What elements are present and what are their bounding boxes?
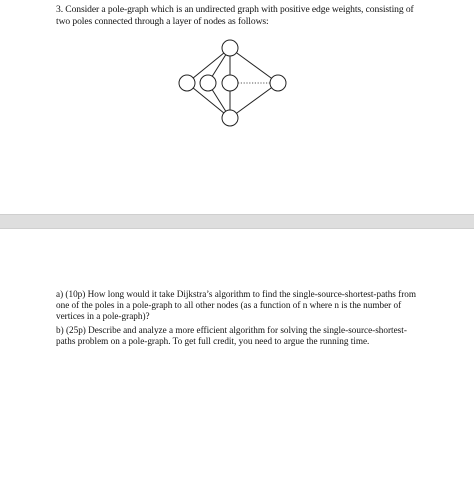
question-a-line-3: vertices in a pole-graph)? <box>56 311 150 322</box>
problem-statement <box>56 4 432 27</box>
question-a <box>56 289 436 323</box>
pole-node-bottom <box>222 110 238 126</box>
layer-node-2 <box>200 75 216 91</box>
page-divider <box>0 214 474 229</box>
pole-graph-diagram <box>172 38 302 128</box>
problem-line-2: two poles connected through a layer of nodes as follows: <box>56 15 269 27</box>
layer-node-n <box>270 75 286 91</box>
edge <box>230 83 278 118</box>
problem-line-1: 3. Consider a pole-graph which is an undirected graph with positive edge weights, consisting of <box>56 4 414 15</box>
question-a-line-2: one of the poles in a pole-graph to all other nodes (as a function of n where n is the number of <box>56 300 402 311</box>
layer-node-3 <box>222 75 238 91</box>
layer-node-1 <box>179 75 195 91</box>
question-b <box>56 325 436 347</box>
pole-node-top <box>222 40 238 56</box>
page-upper <box>0 0 474 214</box>
page-lower <box>0 229 474 488</box>
edge <box>230 48 278 83</box>
question-a-line-1: a) (10p) How long would it take Dijkstra’s algorithm to find the single-source-shortest-paths from <box>56 289 417 299</box>
question-b-line-2: paths problem on a pole-graph. To get full credit, you need to argue the running time. <box>56 336 370 347</box>
question-b-line-1: b) (25p) Describe and analyze a more efficient algorithm for solving the single-source-shortest- <box>56 325 407 335</box>
